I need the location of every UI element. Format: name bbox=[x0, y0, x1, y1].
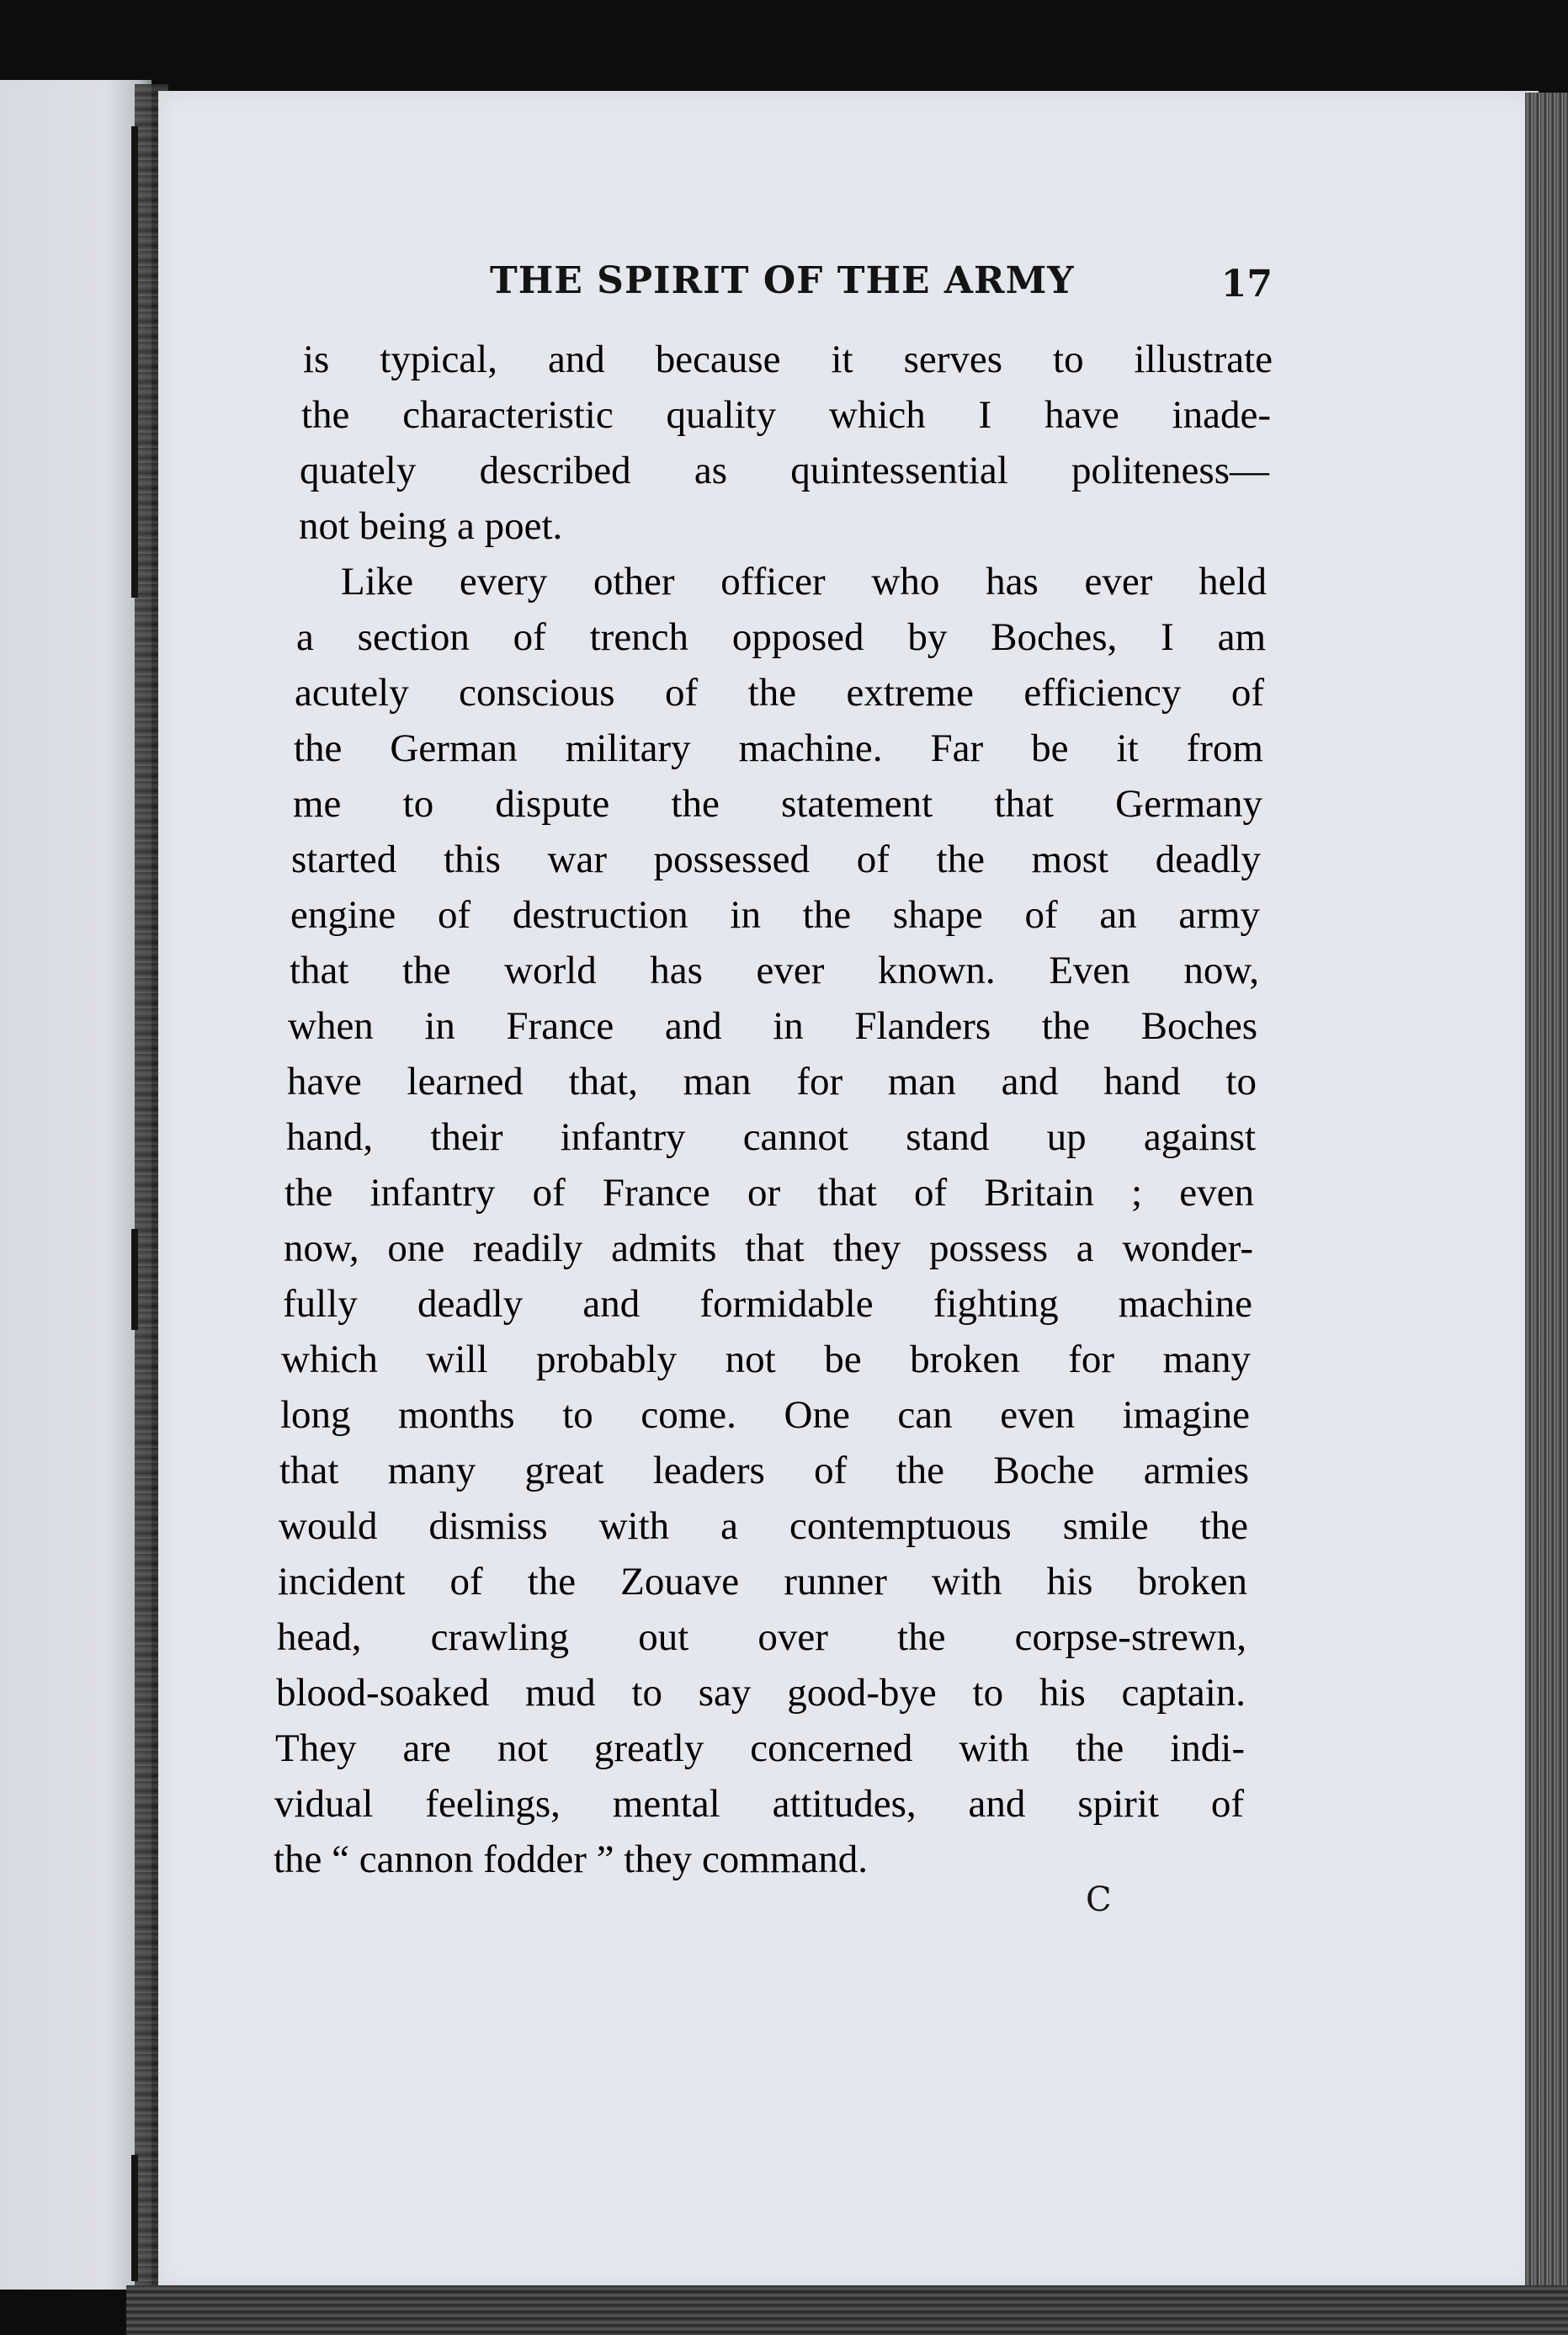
text-line: not being a poet. bbox=[299, 504, 563, 548]
text-line: started this war possessed of the most deadly bbox=[291, 838, 1261, 881]
running-head-title: THE SPIRIT OF THE ARMY bbox=[490, 259, 1075, 302]
text-line: blood-soaked mud to say good-bye to his captain. bbox=[276, 1671, 1246, 1715]
text-line: They are not greatly concerned with the indi- bbox=[275, 1726, 1245, 1770]
text-line: incident of the Zouave runner with his broken bbox=[278, 1560, 1247, 1604]
text-line: have learned that, man for man and hand to bbox=[287, 1060, 1257, 1104]
page-number: 17 bbox=[1220, 263, 1273, 306]
text-line: that the world has ever known. Even now, bbox=[290, 949, 1259, 992]
running-head bbox=[490, 259, 1273, 310]
facing-page-edge bbox=[0, 80, 151, 2290]
text-line: long months to come. One can even imagine bbox=[280, 1393, 1250, 1437]
text-line: that many great leaders of the Boche armies bbox=[279, 1449, 1249, 1492]
text-line: quately described as quintessential politeness— bbox=[300, 449, 1269, 492]
text-line: fully deadly and formidable fighting machine bbox=[283, 1282, 1252, 1326]
text-line: Like every other officer who has ever held bbox=[341, 560, 1267, 604]
text-line: when in France and in Flanders the Boches bbox=[288, 1004, 1257, 1048]
text-line: the characteristic quality which I have inade- bbox=[301, 393, 1271, 437]
text-line: the infantry of France or that of Britain ; even bbox=[284, 1171, 1254, 1215]
text-line: now, one readily admits that they possess a wonder- bbox=[284, 1226, 1253, 1270]
page-stack-edge-right bbox=[1525, 93, 1568, 2290]
page-stack-edge-bottom bbox=[126, 2285, 1568, 2335]
text-line: hand, their infantry cannot stand up against bbox=[286, 1115, 1256, 1159]
text-line: vidual feelings, mental attitudes, and spirit of bbox=[274, 1782, 1244, 1826]
text-line: a section of trench opposed by Boches, I am bbox=[296, 615, 1266, 659]
text-line: would dismiss with a contemptuous smile the bbox=[279, 1504, 1248, 1548]
text-line: head, crawling out over the corpse-strewn, bbox=[277, 1615, 1246, 1659]
text-line: the “ cannon fodder ” they command. bbox=[274, 1838, 869, 1881]
text-line: engine of destruction in the shape of an army bbox=[290, 893, 1260, 937]
gutter-shadow bbox=[131, 126, 138, 598]
signature-mark: C bbox=[1086, 1880, 1112, 1919]
text-line: me to dispute the statement that Germany bbox=[293, 782, 1262, 826]
text-line: which will probably not be broken for many bbox=[281, 1338, 1251, 1381]
gutter-shadow bbox=[131, 1229, 138, 1330]
text-line: acutely conscious of the extreme efficiency of bbox=[295, 671, 1264, 715]
gutter-shadow bbox=[131, 2155, 138, 2281]
text-line: the German military machine. Far be it from bbox=[294, 726, 1263, 770]
text-line: is typical, and because it serves to illustrate bbox=[303, 338, 1273, 381]
